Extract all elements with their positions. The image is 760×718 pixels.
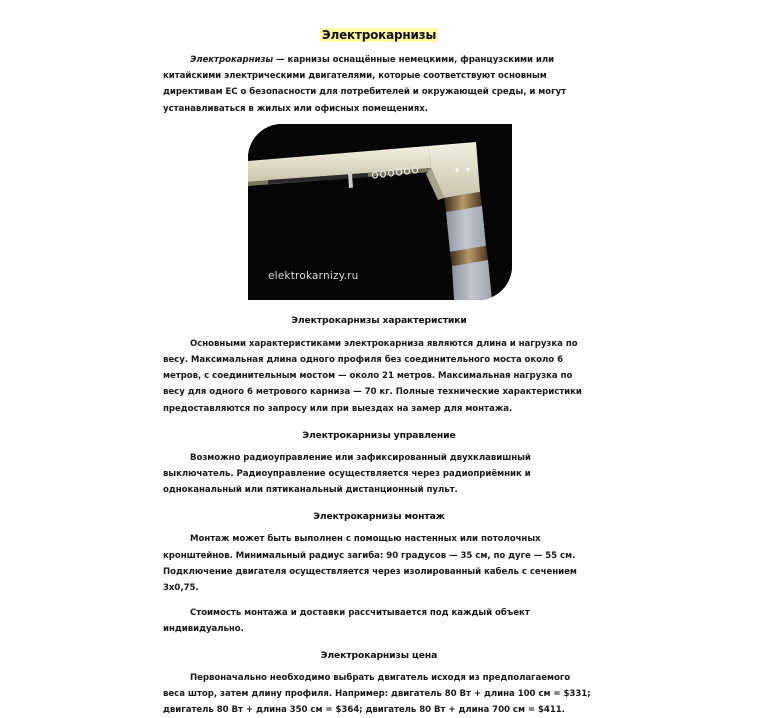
characteristics-paragraph: Основными характеристиками электрокарниза являются длина и нагрузка по весу. Максимальная длина одного профиля без соединительного моста около 6 метров, с соединительным мостом — около 21 метров. Максимальная нагрузка по весу для одного 6 метрового карниза — 70 кг. Полные технические характеристики предоставляются по запросу или при выездах на замер для монтажа. bbox=[163, 338, 582, 414]
section-heading-control: Электрокарнизы управление bbox=[302, 429, 456, 441]
section-heading-characteristics: Электрокарнизы характеристики bbox=[291, 314, 467, 326]
intro-paragraph bbox=[163, 52, 595, 117]
page-title bbox=[163, 26, 595, 43]
intro-text: — карнизы оснащённые немецкими, французскими или китайскими электрическими двигателями, которые соответствуют основным директивам ЕС о безопасности для потребителей и окружающей среды, и могут устанавливаться в жилых или офисных помещениях. bbox=[163, 55, 567, 114]
section-heading-price: Электрокарнизы цена bbox=[320, 649, 438, 661]
installation-cost-paragraph: Стоимость монтажа и доставки рассчитывается под каждый объект индивидуально. bbox=[163, 608, 530, 635]
photo-watermark: elektrokarnizy.ru bbox=[268, 269, 359, 282]
product-photo bbox=[248, 124, 512, 300]
installation-paragraph: Монтаж может быть выполнен с помощью настенных или потолочных кронштейнов. Минимальный радиус загиба: 90 градусов — 35 см, по дуге — 55 см. Подключение двигателя осуществляется через изолированный кабель с сечением 3х0,75. bbox=[163, 534, 577, 594]
price-paragraph: Первоначально необходимо выбрать двигатель исходя из предполагаемого веса штор, затем длину профиля. Например: двигатель 80 Вт + длина 100 см = $331; двигатель 80 Вт + длина 350 см = $364; двигатель 80 Вт + длина 700 см = $411. bbox=[163, 672, 591, 716]
section-heading-installation: Электрокарнизы монтаж bbox=[313, 511, 445, 523]
page-title-text: Электрокарнизы bbox=[321, 28, 437, 42]
intro-term: Электрокарнизы bbox=[190, 55, 274, 65]
article bbox=[163, 0, 595, 718]
control-paragraph: Возможно радиоуправление или зафиксированный двухклавишный выключатель. Радиоуправление осуществляется через радиоприёмник и одноканальный или пятиканальный дистанционный пульт. bbox=[163, 452, 531, 496]
